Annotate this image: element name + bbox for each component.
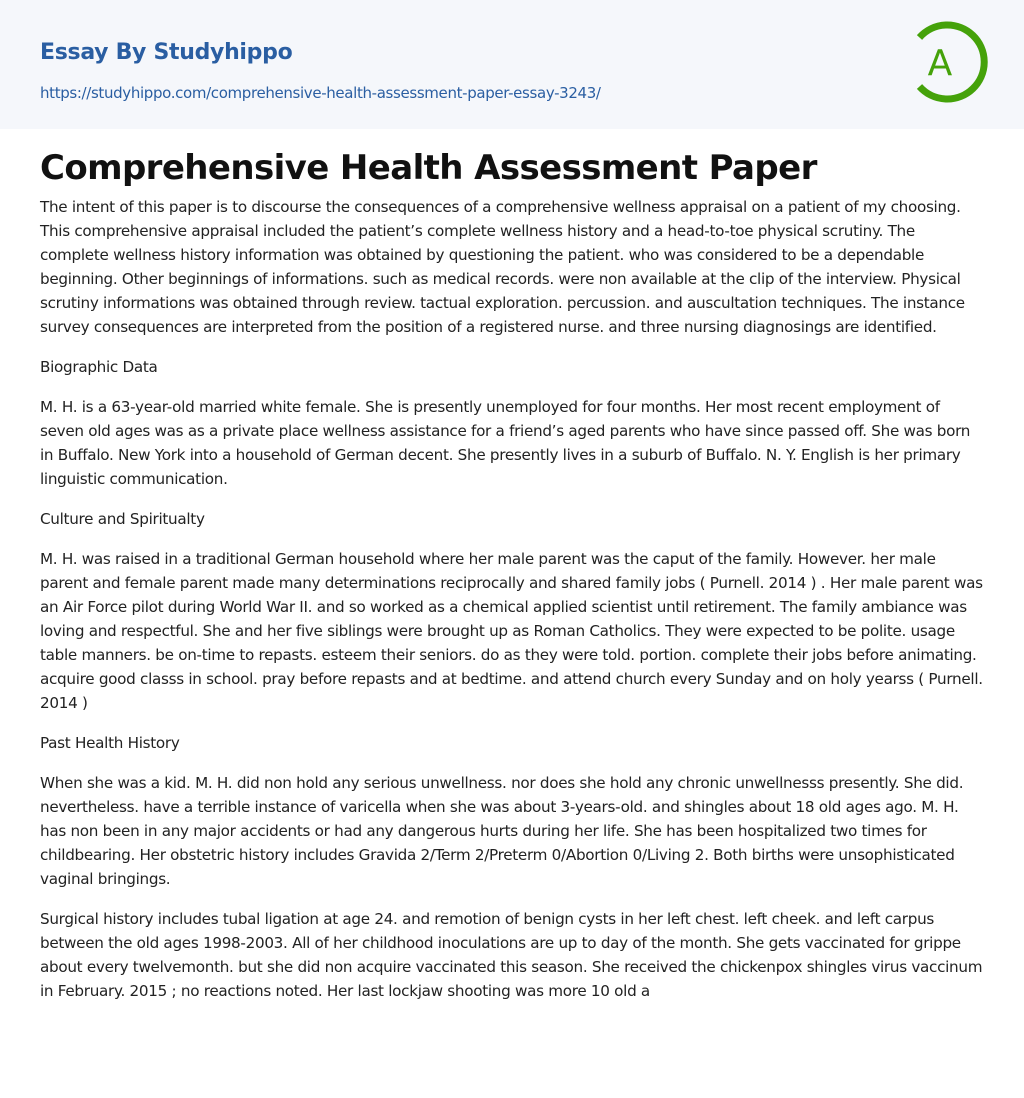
past-health-history-paragraph: When she was a kid. M. H. did non hold any serious unwellness. nor does she hold any chronic unwellnesss presently. She did. nevertheless. have a terrible instance of varicella when she was about 3-years-old. and shingles about 18 old ages ago. M. H. has non been in any major accidents or had any dangerous hurts during her life. She has been hospitalized two times for childbearing. Her obstetric history includes Gravida 2/Term 2/Preterm 0/Abortion 0/Living 2. Both births were unsophisticated vaginal bringings.: [40, 774, 964, 888]
source-url-link[interactable]: https://studyhippo.com/comprehensive-health-assessment-paper-essay-3243/: [40, 84, 601, 102]
logo-letter: A: [927, 43, 953, 84]
page-title: Comprehensive Health Assessment Paper: [40, 148, 817, 188]
studyhippo-logo-icon[interactable]: [902, 18, 990, 106]
site-header: [0, 0, 1024, 129]
section-heading-biographic-data: Biographic Data: [40, 358, 158, 376]
logo-arc-icon: [902, 18, 990, 106]
surgical-history-paragraph: Surgical history includes tubal ligation at age 24. and remotion of benign cysts in her left chest. left cheek. and left carpus between the old ages 1998-2003. All of her childhood inoculations are up to day of the month. She gets vaccinated for grippe about every twelvemonth. but she did non acquire vaccinated this season. She received the chickenpox shingles virus vaccinum in February. 2015 ; no reactions noted. Her last lockjaw shooting was more 10 old a: [40, 910, 983, 1000]
brand-title[interactable]: Essay By Studyhippo: [40, 40, 293, 65]
section-heading-culture-spirituality: Culture and Spiritualty: [40, 510, 205, 528]
biographic-data-paragraph: M. H. is a 63-year-old married white female. She is presently unemployed for four months. Her most recent employment of seven old ages was as a private place wellness assistance for a friend’s aged parents who have since passed off. She was born in Buffalo. New York into a household of German decent. She presently lives in a suburb of Buffalo. N. Y. English is her primary linguistic communication.: [40, 398, 971, 488]
culture-spirituality-paragraph: M. H. was raised in a traditional German household where her male parent was the caput of the family. However. her male parent and female parent made many determinations reciprocally and shared family jobs ( Purnell. 2014 ) . Her male parent was an Air Force pilot during World War II. and so worked as a chemical applied scientist until retirement. The family ambiance was loving and respectful. She and her five siblings were brought up as Roman Catholics. They were expected to be polite. usage table manners. be on-time to repasts. esteem their seniors. do as they were told. portion. complete their jobs before animating. acquire good classs in school. pray before repasts and at bedtime. and attend church every Sunday and on holy yearss ( Purnell. 2014 ): [40, 550, 983, 712]
section-heading-past-health-history: Past Health History: [40, 734, 180, 752]
intro-paragraph: The intent of this paper is to discourse the consequences of a comprehensive wellness appraisal on a patient of my choosing. This comprehensive appraisal included the patient’s complete wellness history and a head-to-toe physical scrutiny. The complete wellness history information was obtained by questioning the patient. who was considered to be a dependable beginning. Other beginnings of informations. such as medical records. were non available at the clip of the interview. Physical scrutiny informations was obtained through review. tactual exploration. percussion. and auscultation techniques. The instance survey consequences are interpreted from the position of a registered nurse. and three nursing diagnosings are identified.: [40, 198, 965, 336]
article: [0, 146, 1024, 1003]
